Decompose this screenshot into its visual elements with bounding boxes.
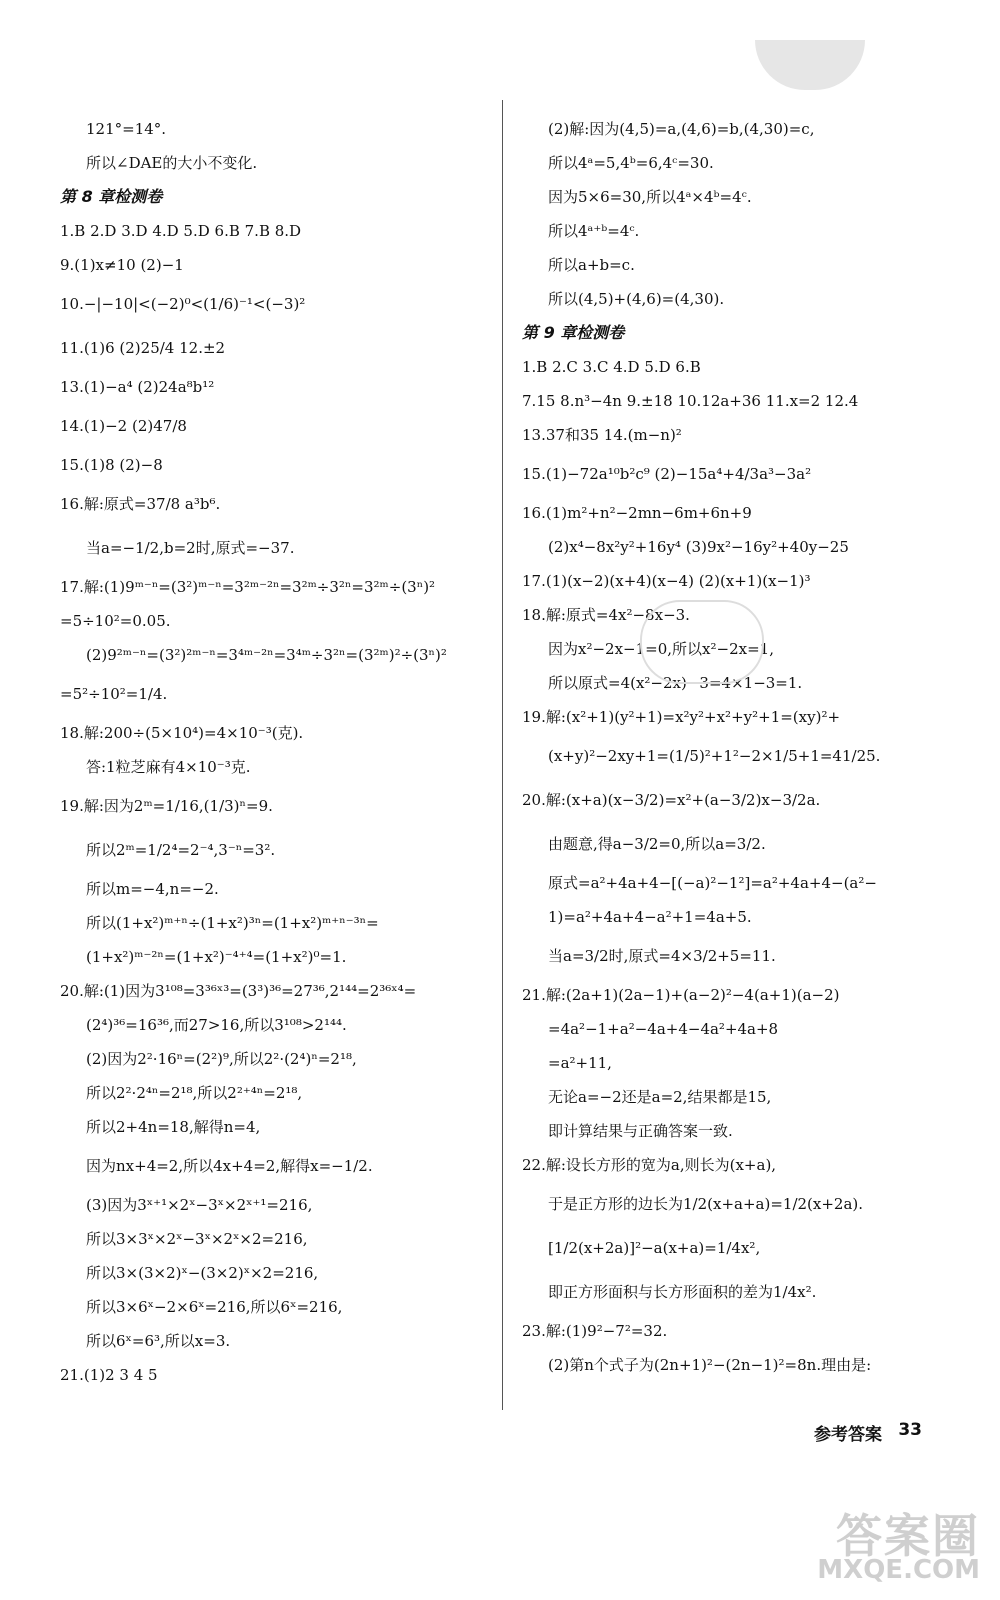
page-number: 33 bbox=[898, 1420, 922, 1440]
left-answer-line: 当a=−1/2,b=2时,原式=−37. bbox=[86, 539, 295, 557]
left-answer-line: 1.B 2.D 3.D 4.D 5.D 6.B 7.B 8.D bbox=[60, 222, 302, 240]
left-answer-line: 所以3×6ˣ−2×6ˣ=216,所以6ˣ=216, bbox=[86, 1298, 343, 1316]
left-answer-line: 答:1粒芝麻有4×10⁻³克. bbox=[86, 758, 251, 776]
left-answer-line: 15.(1)8 (2)−8 bbox=[60, 456, 163, 474]
left-answer-line: 因为nx+4=2,所以4x+4=2,解得x=−1/2. bbox=[86, 1157, 373, 1175]
left-answer-line: 20.解:(1)因为3¹⁰⁸=3³⁶ˣ³=(3³)³⁶=27³⁶,2¹⁴⁴=2³⁶ˣ⁴= bbox=[60, 982, 417, 1000]
left-answer-line: 18.解:200÷(5×10⁴)=4×10⁻³(克). bbox=[60, 724, 304, 742]
left-answer-line: 121°=14°. bbox=[86, 120, 167, 138]
left-answer-line: 11.(1)6 (2)25/4 12.±2 bbox=[60, 339, 226, 357]
left-answer-line: =5²÷10²=1/4. bbox=[60, 685, 168, 703]
right-answer-line: (2)第n个式子为(2n+1)²−(2n−1)²=8n.理由是: bbox=[548, 1356, 872, 1374]
right-answer-line: (2)解:因为(4,5)=a,(4,6)=b,(4,30)=c, bbox=[548, 120, 815, 138]
left-answer-line: 所以2+4n=18,解得n=4, bbox=[86, 1118, 261, 1136]
footer-label: 参考答案 bbox=[814, 1425, 882, 1445]
right-answer-line: 所以原式=4(x²−2x)−3=4×1−3=1. bbox=[548, 674, 803, 692]
right-answer-line: 21.解:(2a+1)(2a−1)+(a−2)²−4(a+1)(a−2) bbox=[522, 986, 840, 1004]
right-column bbox=[522, 112, 952, 1382]
left-answer-line: 所以3×3ˣ×2ˣ−3ˣ×2ˣ×2=216, bbox=[86, 1230, 308, 1248]
left-answer-line: 17.解:(1)9ᵐ⁻ⁿ=(3²)ᵐ⁻ⁿ=3²ᵐ⁻²ⁿ=3²ᵐ÷3²ⁿ=3²ᵐ÷(3ⁿ)² bbox=[60, 578, 436, 596]
right-answer-line: 7.15 8.n³−4n 9.±18 10.12a+36 11.x=2 12.4 bbox=[522, 392, 859, 410]
left-answer-line: 21.(1)2 3 4 5 bbox=[60, 1366, 158, 1384]
left-answer-line: (1+x²)ᵐ⁻²ⁿ=(1+x²)⁻⁴⁺⁴=(1+x²)⁰=1. bbox=[86, 948, 347, 966]
left-answer-line: (2)9²ᵐ⁻ⁿ=(3²)²ᵐ⁻ⁿ=3⁴ᵐ⁻²ⁿ=3⁴ᵐ÷3²ⁿ=(3²ᵐ)²÷(3ⁿ)² bbox=[86, 646, 447, 664]
right-answer-line: =4a²−1+a²−4a+4−4a²+4a+8 bbox=[548, 1020, 779, 1038]
column-divider bbox=[502, 100, 503, 1410]
left-answer-line: 所以(1+x²)ᵐ⁺ⁿ÷(1+x²)³ⁿ=(1+x²)ᵐ⁺ⁿ⁻³ⁿ= bbox=[86, 914, 379, 932]
right-answer-line: 17.(1)(x−2)(x+4)(x−4) (2)(x+1)(x−1)³ bbox=[522, 572, 811, 590]
right-answer-line: 23.解:(1)9²−7²=32. bbox=[522, 1322, 668, 1340]
right-answer-line: =a²+11, bbox=[548, 1054, 612, 1072]
watermark-url: MXQE.COM bbox=[817, 1555, 980, 1585]
left-answer-line: 所以∠DAE的大小不变化. bbox=[86, 154, 258, 172]
right-answer-line: 原式=a²+4a+4−[(−a)²−1²]=a²+4a+4−(a²− bbox=[548, 874, 877, 892]
right-answer-line: 由题意,得a−3/2=0,所以a=3/2. bbox=[548, 835, 766, 853]
left-answer-line: 所以6ˣ=6³,所以x=3. bbox=[86, 1332, 231, 1350]
left-answer-line: 所以3×(3×2)ˣ−(3×2)ˣ×2=216, bbox=[86, 1264, 319, 1282]
right-answer-line: 19.解:(x²+1)(y²+1)=x²y²+x²+y²+1=(xy)²+ bbox=[522, 708, 841, 726]
left-answer-line: 19.解:因为2ᵐ=1/16,(1/3)ⁿ=9. bbox=[60, 797, 273, 815]
watermark-stamp-icon bbox=[640, 600, 764, 684]
right-answer-line: 16.(1)m²+n²−2mn−6m+6n+9 bbox=[522, 504, 752, 522]
left-answer-line: 10.−|−10|<(−2)⁰<(1/6)⁻¹<(−3)² bbox=[60, 295, 306, 313]
right-answer-line: 13.37和35 14.(m−n)² bbox=[522, 426, 682, 444]
right-answer-line: 所以a+b=c. bbox=[548, 256, 635, 274]
right-answer-line: 无论a=−2还是a=2,结果都是15, bbox=[548, 1088, 772, 1106]
right-answer-line: (x+y)²−2xy+1=(1/5)²+1²−2×1/5+1=41/25. bbox=[548, 747, 881, 765]
right-answer-line: 即正方形面积与长方形面积的差为1/4x². bbox=[548, 1283, 817, 1301]
left-answer-line: =5÷10²=0.05. bbox=[60, 612, 171, 630]
right-answer-line: 1)=a²+4a+4−a²+1=4a+5. bbox=[548, 908, 752, 926]
left-answer-line: (3)因为3ˣ⁺¹×2ˣ−3ˣ×2ˣ⁺¹=216, bbox=[86, 1196, 313, 1214]
left-answer-line: 13.(1)−a⁴ (2)24a⁸b¹² bbox=[60, 378, 215, 396]
right-section-heading: 第 9 章检测卷 bbox=[522, 323, 625, 342]
right-answer-line: 因为5×6=30,所以4ᵃ×4ᵇ=4ᶜ. bbox=[548, 188, 752, 206]
right-answer-line: 所以(4,5)+(4,6)=(4,30). bbox=[548, 290, 725, 308]
left-answer-line: 9.(1)x≠10 (2)−1 bbox=[60, 256, 184, 274]
right-answer-line: [1/2(x+2a)]²−a(x+a)=1/4x², bbox=[548, 1239, 761, 1257]
left-answer-line: 14.(1)−2 (2)47/8 bbox=[60, 417, 187, 435]
right-answer-line: 22.解:设长方形的宽为a,则长为(x+a), bbox=[522, 1156, 777, 1174]
right-answer-line: 15.(1)−72a¹⁰b²c⁹ (2)−15a⁴+4/3a³−3a² bbox=[522, 465, 812, 483]
right-answer-line: 20.解:(x+a)(x−3/2)=x²+(a−3/2)x−3/2a. bbox=[522, 791, 821, 809]
right-answer-line: 1.B 2.C 3.C 4.D 5.D 6.B bbox=[522, 358, 701, 376]
left-answer-line: 所以2²·2⁴ⁿ=2¹⁸,所以2²⁺⁴ⁿ=2¹⁸, bbox=[86, 1084, 303, 1102]
left-answer-line: 所以2ᵐ=1/2⁴=2⁻⁴,3⁻ⁿ=3². bbox=[86, 841, 276, 859]
left-answer-line: 所以m=−4,n=−2. bbox=[86, 880, 219, 898]
right-answer-line: 于是正方形的边长为1/2(x+a+a)=1/2(x+2a). bbox=[548, 1195, 864, 1213]
left-answer-line: (2)因为2²·16ⁿ=(2²)⁹,所以2²·(2⁴)ⁿ=2¹⁸, bbox=[86, 1050, 357, 1068]
right-answer-line: 所以4ᵃ⁺ᵇ=4ᶜ. bbox=[548, 222, 640, 240]
right-answer-line: 所以4ᵃ=5,4ᵇ=6,4ᶜ=30. bbox=[548, 154, 714, 172]
right-answer-line: 当a=3/2时,原式=4×3/2+5=11. bbox=[548, 947, 776, 965]
left-answer-line: 16.解:原式=37/8 a³b⁶. bbox=[60, 495, 221, 513]
right-answer-line: 18.解:原式=4x²−8x−3. bbox=[522, 606, 690, 624]
left-answer-line: (2⁴)³⁶=16³⁶,而27>16,所以3¹⁰⁸>2¹⁴⁴. bbox=[86, 1016, 347, 1034]
left-column bbox=[60, 112, 490, 1392]
watermark-logo: 答案圈 bbox=[836, 1509, 980, 1563]
right-answer-line: 因为x²−2x−1=0,所以x²−2x=1, bbox=[548, 640, 774, 658]
right-answer-line: (2)x⁴−8x²y²+16y⁴ (3)9x²−16y²+40y−25 bbox=[548, 538, 849, 556]
corner-decoration bbox=[755, 40, 865, 90]
left-section-heading: 第 8 章检测卷 bbox=[60, 187, 163, 206]
right-answer-line: 即计算结果与正确答案一致. bbox=[548, 1122, 733, 1140]
